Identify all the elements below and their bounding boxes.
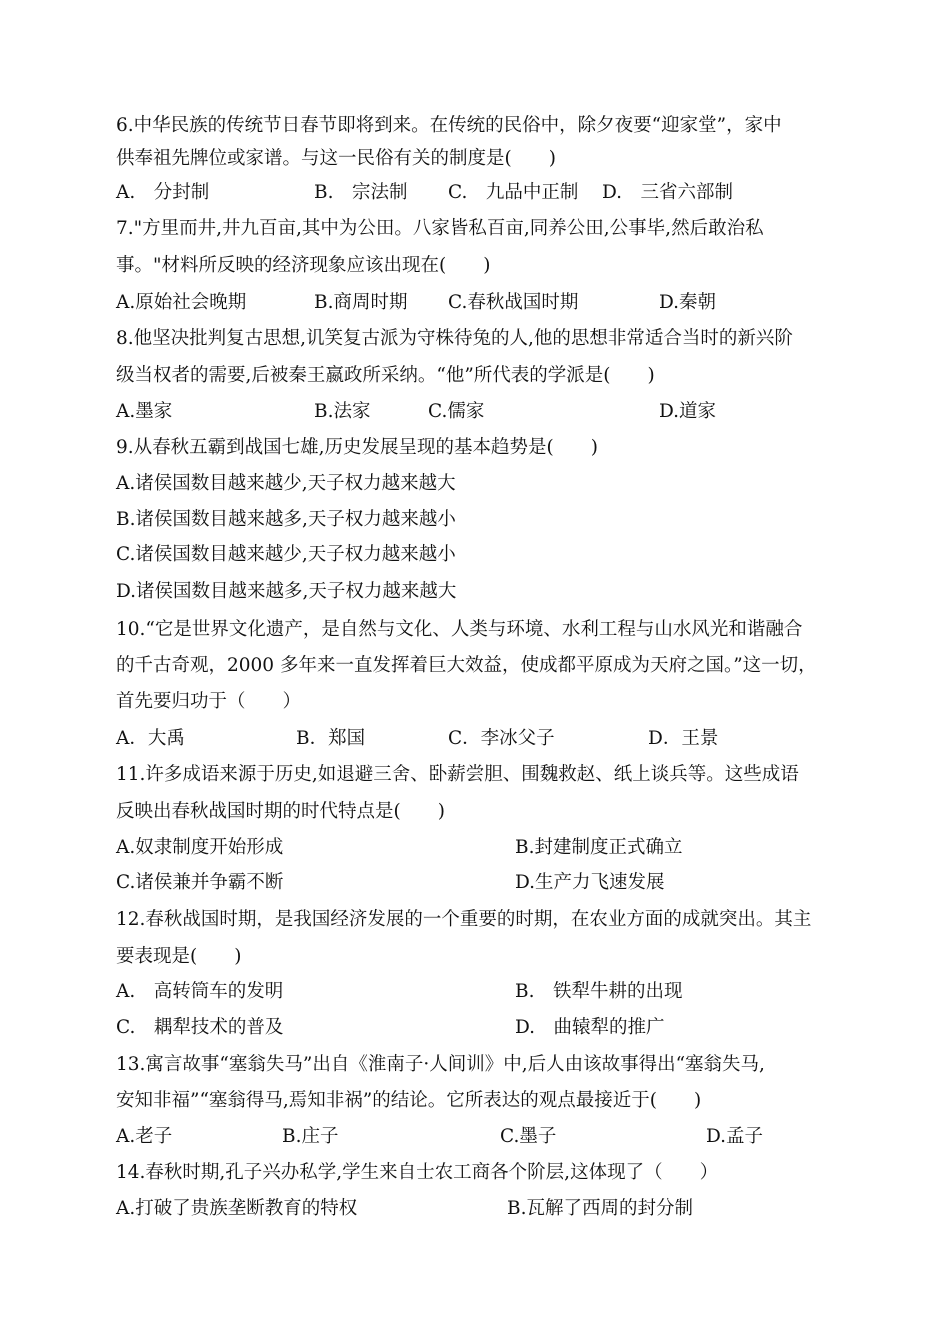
question-10-option-d: D．王景 <box>648 728 719 749</box>
question-13-options <box>116 1125 856 1149</box>
question-8-option-a: A.墨家 <box>116 401 173 422</box>
question-11-text-line-2: 反映出春秋战国时期的时代特点是( ) <box>116 801 445 822</box>
question-13-option-a: A.老子 <box>116 1126 173 1147</box>
question-10-text-line-3: 首先要归功于（ ） <box>116 691 302 712</box>
question-11-option-a: A.奴隶制度开始形成 <box>116 837 284 858</box>
question-13-text-line-1: 13.寓言故事“塞翁失马”出自《淮南子·人间训》中,后人由该故事得出“塞翁失马, <box>116 1054 765 1075</box>
question-8-options <box>116 400 856 424</box>
question-6-option-a: A. 分封制 <box>116 182 210 203</box>
question-10-option-c: C．李冰父子 <box>448 728 555 749</box>
question-7-options <box>116 291 856 315</box>
question-7-text-line-1: 7."方里而井,井九百亩,其中为公田。八家皆私百亩,同养公田,公事毕,然后敢治私 <box>116 218 764 239</box>
question-13-text-line-2: 安知非福”“塞翁得马,焉知非祸”的结论。它所表达的观点最接近于( ) <box>116 1090 702 1111</box>
question-12-text-line-1: 12.春秋战国时期，是我国经济发展的一个重要的时期，在农业方面的成就突出。其主 <box>116 909 812 930</box>
question-12-option-b: B. 铁犁牛耕的出现 <box>515 981 683 1002</box>
question-9-option-a: A.诸侯国数目越来越少,天子权力越来越大 <box>116 473 456 494</box>
question-10-option-b: B．郑国 <box>296 728 366 749</box>
question-10-option-a: A．大禹 <box>116 728 185 749</box>
question-7-option-c: C.春秋战国时期 <box>448 292 579 313</box>
question-8-text-line-1: 8.他坚决批判复古思想,讥笑复古派为守株待兔的人,他的思想非常适合当时的新兴阶 <box>116 328 793 349</box>
question-8-option-d: D.道家 <box>659 401 717 422</box>
question-14-option-a: A.打破了贵族垄断教育的特权 <box>116 1198 358 1219</box>
question-6-options <box>116 181 856 205</box>
question-11-options-row-1 <box>116 836 856 860</box>
question-12-options-row-2 <box>116 1016 856 1040</box>
question-6-option-b: B. 宗法制 <box>314 182 408 203</box>
question-13-option-d: D.孟子 <box>706 1126 764 1147</box>
question-7-option-a: A.原始社会晚期 <box>116 292 247 313</box>
question-9-text-line-1: 9.从春秋五霸到战国七雄,历史发展呈现的基本趋势是( ) <box>116 437 598 458</box>
question-12-options-row-1 <box>116 980 856 1004</box>
question-6-text-line-1: 6.中华民族的传统节日春节即将到来。在传统的民俗中，除夕夜要“迎家堂”，家中 <box>116 115 782 136</box>
question-11-options-row-2 <box>116 871 856 895</box>
question-10-text-line-1: 10.“它是世界文化遗产，是自然与文化、人类与环境、水利工程与山水风光和谐融合 <box>116 619 803 640</box>
question-6-text-line-2: 供奉祖先牌位或家谱。与这一民俗有关的制度是( ) <box>116 148 556 169</box>
question-9-option-d: D.诸侯国数目越来越多,天子权力越来越大 <box>116 581 457 602</box>
question-8-option-b: B.法家 <box>314 401 371 422</box>
question-8-option-c: C.儒家 <box>428 401 485 422</box>
question-13-option-b: B.庄子 <box>282 1126 339 1147</box>
question-13-option-c: C.墨子 <box>500 1126 557 1147</box>
question-14-option-b: B.瓦解了西周的封分制 <box>507 1198 693 1219</box>
question-12-option-c: C. 耦犁技术的普及 <box>116 1017 284 1038</box>
question-14-options <box>116 1197 856 1221</box>
question-10-options <box>116 727 856 751</box>
question-11-option-b: B.封建制度正式确立 <box>515 837 683 858</box>
question-12-text-line-2: 要表现是( ) <box>116 946 242 967</box>
question-7-option-b: B.商周时期 <box>314 292 408 313</box>
question-10-text-line-2: 的千古奇观，2000 多年来一直发挥着巨大效益，使成都平原成为天府之国。”这一切， <box>116 655 817 676</box>
question-9-option-c: C.诸侯国数目越来越少,天子权力越来越小 <box>116 544 456 565</box>
question-11-text-line-1: 11.许多成语来源于历史,如退避三舍、卧薪尝胆、围魏救赵、纸上谈兵等。这些成语 <box>116 764 799 785</box>
question-11-option-d: D.生产力飞速发展 <box>515 872 665 893</box>
question-11-option-c: C.诸侯兼并争霸不断 <box>116 872 284 893</box>
question-12-option-a: A. 高转筒车的发明 <box>116 981 284 1002</box>
question-9-option-b: B.诸侯国数目越来越多,天子权力越来越小 <box>116 509 456 530</box>
question-7-text-line-2: 事。"材料所反映的经济现象应该出现在( ) <box>116 255 491 276</box>
question-6-option-d: D. 三省六部制 <box>602 182 734 203</box>
question-6-option-c: C. 九品中正制 <box>448 182 579 203</box>
question-8-text-line-2: 级当权者的需要,后被秦王嬴政所采纳。“他”所代表的学派是( ) <box>116 365 655 386</box>
question-14-text-line-1: 14.春秋时期,孔子兴办私学,学生来自士农工商各个阶层,这体现了（ ） <box>116 1162 719 1183</box>
question-7-option-d: D.秦朝 <box>659 292 717 313</box>
question-12-option-d: D. 曲辕犁的推广 <box>515 1017 665 1038</box>
